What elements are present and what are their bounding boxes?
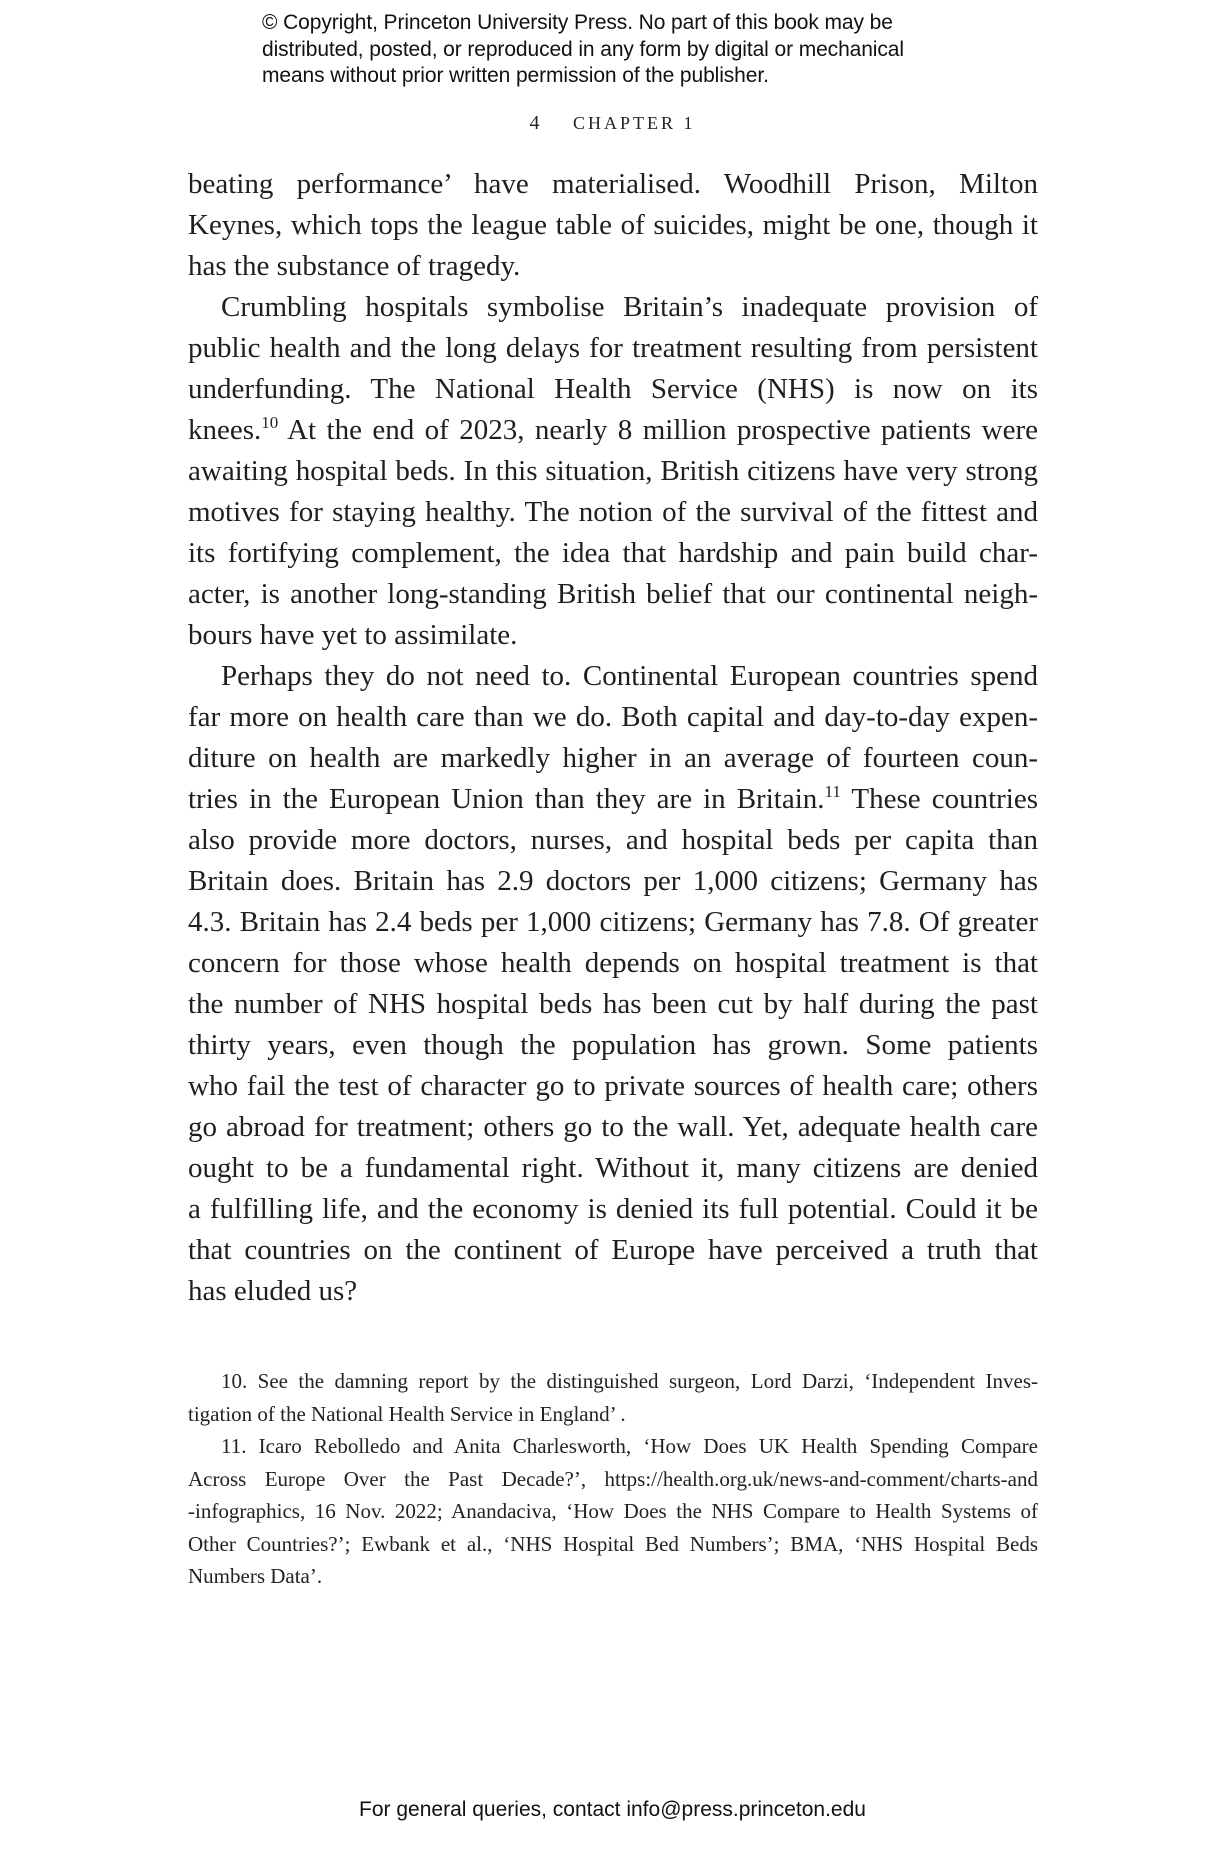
copyright-line: distributed, posted, or reproduced in any form by digital or mechanical — [262, 37, 904, 61]
copyright-line: © Copyright, Princeton University Press. No part of this book may be — [262, 11, 893, 34]
text-line: ought to be a fundamental right. Without it, many citizens are denied — [188, 1152, 1038, 1184]
page-number: 4 — [529, 112, 540, 134]
text-line: has the substance of tragedy. — [188, 250, 521, 282]
text-line: who fail the test of character go to private sources of health care; others — [188, 1070, 1038, 1102]
text-line: underfunding. The National Health Service (NHS) is now on its — [188, 373, 1038, 405]
text-line: 4.3. Britain has 2.4 beds per 1,000 citizens; Germany has 7.8. Of greater — [188, 906, 1038, 938]
text-line: also provide more doctors, nurses, and hospital beds per capita than — [188, 824, 1038, 856]
body-text — [188, 164, 1038, 1312]
text-line: public health and the long delays for treatment resulting from persistent — [188, 332, 1038, 364]
footnote-ref-10[interactable]: 10 — [261, 413, 279, 432]
footnote-10-line: 10. See the damning report by the distinguished surgeon, Lord Darzi, ‘Independent Inves- — [221, 1369, 1038, 1393]
text-line: motives for staying healthy. The notion of the survival of the fittest and — [188, 496, 1038, 528]
footnotes — [188, 1365, 1038, 1593]
running-head — [0, 112, 1225, 135]
footnote-11-line: Other Countries?’; Ewbank et al., ‘NHS Hospital Bed Numbers’; BMA, ‘NHS Hospital Beds — [188, 1531, 1038, 1556]
paragraph-start-line: Crumbling hospitals symbolise Britain’s inadequate provision of — [221, 291, 1038, 323]
text-line: that countries on the continent of Europe have perceived a truth that — [188, 1234, 1038, 1266]
text-line: diture on health are markedly higher in an average of fourteen coun- — [188, 742, 1038, 774]
text-line: knees.$^{10}$ At the end of 2023, nearly 8 million prospective patients were — [188, 413, 1038, 446]
footnote-10-line: tigation of the National Health Service in England’ . — [188, 1401, 626, 1426]
text-line: go abroad for treatment; others go to the wall. Yet, adequate health care — [188, 1111, 1038, 1143]
footnote-11-line: Across Europe Over the Past Decade?’, https://health.org.uk/news-and-comment/charts-and — [188, 1466, 1038, 1491]
footnote-11-line: 11. Icaro Rebolledo and Anita Charlesworth, ‘How Does UK Health Spending Compare — [221, 1434, 1038, 1458]
footnote-11-line: Numbers Data’. — [188, 1564, 323, 1588]
text-line: concern for those whose health depends on hospital treatment is that — [188, 947, 1038, 979]
text-line: acter, is another long-standing British belief that our continental neigh- — [188, 578, 1038, 610]
text-line: Britain does. Britain has 2.9 doctors per 1,000 citizens; Germany has — [188, 865, 1038, 897]
text-line: its fortifying complement, the idea that hardship and pain build char- — [188, 537, 1038, 569]
copyright-notice — [262, 10, 982, 90]
text-line: far more on health care than we do. Both capital and day-to-day expen- — [188, 701, 1038, 733]
text-line: Keynes, which tops the league table of suicides, might be one, though it — [188, 209, 1038, 241]
copyright-line: means without prior written permission of the publisher. — [262, 64, 769, 87]
text-line: has eluded us? — [188, 1275, 358, 1307]
footnote-11-line: -infographics, 16 Nov. 2022; Anandaciva, ‘How Does the NHS Compare to Health Systems of — [188, 1499, 1038, 1523]
text-line: awaiting hospital beds. In this situation, British citizens have very strong — [188, 455, 1038, 487]
paragraph-start-line: Perhaps they do not need to. Continental European countries spend — [221, 660, 1038, 692]
text-line: a fulfilling life, and the economy is denied its full potential. Could it be — [188, 1193, 1038, 1225]
text-line: beating performance’ have materialised. Woodhill Prison, Milton — [188, 168, 1038, 200]
contact-footer: For general queries, contact info@press.princeton.edu — [359, 1798, 866, 1821]
chapter-label: CHAPTER 1 — [572, 113, 696, 133]
footnote-ref-11[interactable]: 11 — [824, 782, 841, 801]
text-line: tries in the European Union than they are in Britain.$^{11}$ These countries — [188, 782, 1038, 815]
text-line: thirty years, even though the population has grown. Some patients — [188, 1029, 1038, 1061]
text-line: the number of NHS hospital beds has been cut by half during the past — [188, 988, 1038, 1020]
text-line: bours have yet to assimilate. — [188, 619, 518, 651]
